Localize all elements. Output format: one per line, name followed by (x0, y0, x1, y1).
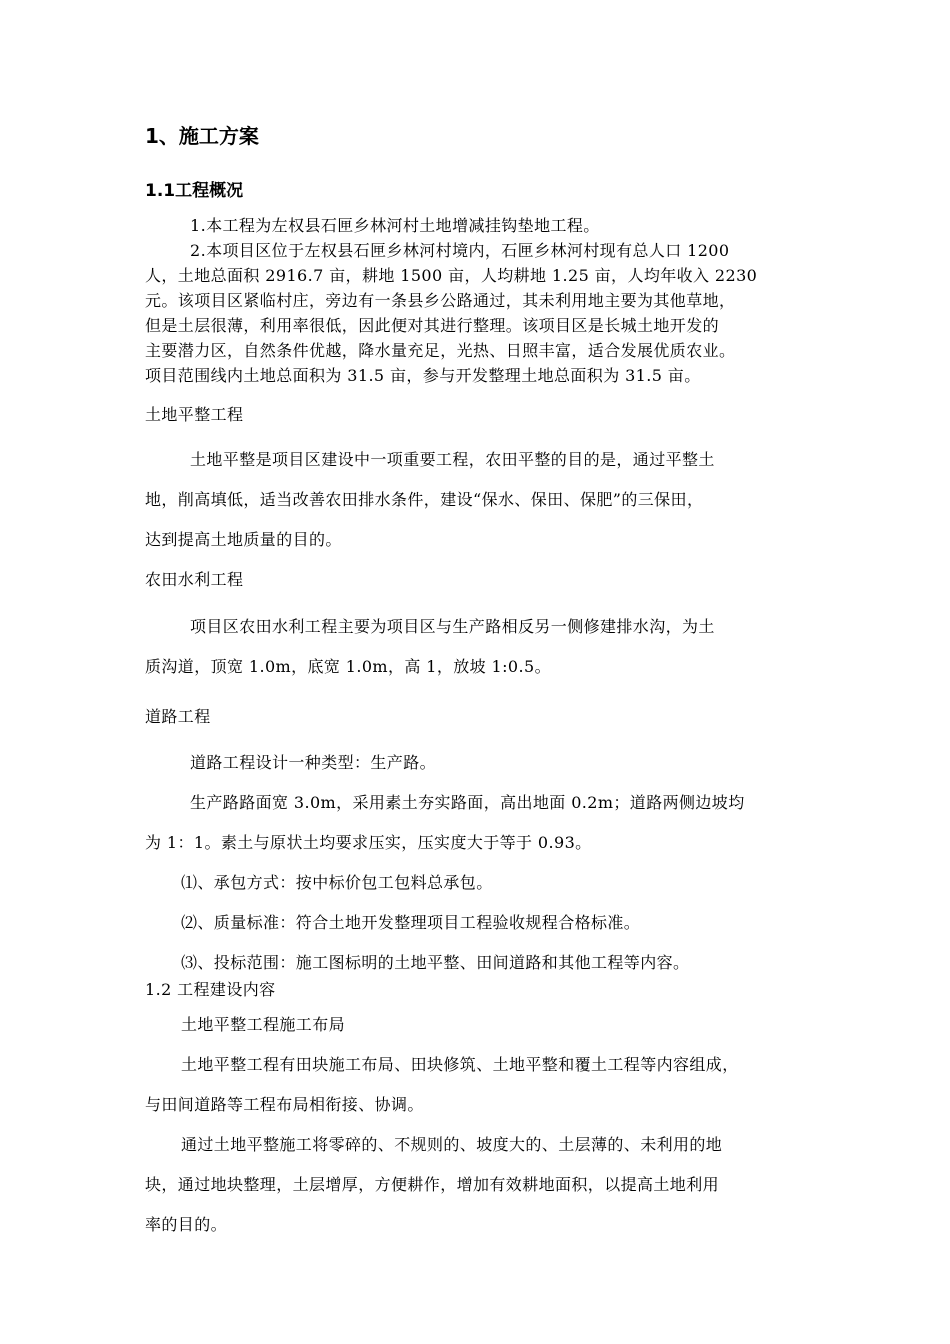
land-leveling-line: 达到提高土地质量的目的。 (145, 530, 342, 549)
overview-line: 主要潜力区，自然条件优越，降水量充足，光热、日照丰富，适合发展优质农业。 (145, 341, 736, 360)
road-line: ⑵、质量标准：符合土地开发整理项目工程验收规程合格标准。 (181, 913, 641, 932)
road-title: 道路工程 (145, 707, 211, 726)
construction-subtitle: 土地平整工程施工布局 (181, 1015, 346, 1034)
road-line: 道路工程设计一种类型：生产路。 (190, 753, 437, 772)
land-leveling-line: 地，削高填低，适当改善农田排水条件，建设“保水、保田、保肥”的三保田， (145, 490, 704, 509)
irrigation-paragraph (145, 607, 810, 687)
overview-line: 人，土地总面积 2916.7 亩，耕地 1500 亩，人均耕地 1.25 亩，人均年收入 2230 (145, 266, 758, 285)
construction-line: 与田间道路等工程布局相衔接、协调。 (145, 1095, 424, 1114)
road-line: 生产路路面宽 3.0m，采用素土夯实路面，高出地面 0.2m；道路两侧边坡均 (190, 793, 745, 812)
road-line: 为 1：1。素土与原状土均要求压实，压实度大于等于 0.93。 (145, 833, 592, 852)
road-line: ⑴、承包方式：按中标价包工包料总承包。 (181, 873, 493, 892)
construction-line: 通过土地平整施工将零碎的、不规则的、坡度大的、土层薄的、未利用的地 (181, 1135, 723, 1154)
overview-line: 1.本工程为左权县石匣乡林河村土地增减挂钩垫地工程。 (190, 216, 600, 235)
construction-line: 土地平整工程有田块施工布局、田块修筑、土地平整和覆土工程等内容组成， (181, 1055, 739, 1074)
subsection-heading: 1.1工程概况 (145, 181, 244, 201)
irrigation-line: 质沟道，顶宽 1.0m，底宽 1.0m，高 1，放坡 1:0.5。 (145, 657, 551, 676)
overview-line: 2.本项目区位于左权县石匣乡林河村境内，石匣乡林河村现有总人口 1200 (190, 241, 730, 260)
overview-line: 但是土层很薄，利用率很低，因此便对其进行整理。该项目区是长城土地开发的 (145, 316, 720, 335)
road-paragraph (145, 743, 810, 983)
construction-content-paragraph (145, 1005, 810, 1245)
section-heading: 1、施工方案 (145, 124, 259, 148)
land-leveling-paragraph (145, 440, 810, 560)
construction-line: 块，通过地块整理，土层增厚，方便耕作，增加有效耕地面积，以提高土地利用 (145, 1175, 720, 1194)
overview-line: 项目范围线内土地总面积为 31.5 亩，参与开发整理土地总面积为 31.5 亩。 (145, 366, 701, 385)
irrigation-title: 农田水利工程 (145, 570, 244, 589)
road-line: ⑶、投标范围：施工图标明的土地平整、田间道路和其他工程等内容。 (181, 953, 690, 972)
overview-paragraph (145, 213, 810, 388)
overview-line: 元。该项目区紧临村庄，旁边有一条县乡公路通过，其未利用地主要为其他草地， (145, 291, 736, 310)
irrigation-line: 项目区农田水利工程主要为项目区与生产路相反另一侧修建排水沟，为土 (190, 617, 715, 636)
land-leveling-title: 土地平整工程 (145, 405, 244, 424)
construction-content-title: 1.2 工程建设内容 (145, 980, 276, 999)
construction-line: 率的目的。 (145, 1215, 228, 1234)
land-leveling-line: 土地平整是项目区建设中一项重要工程，农田平整的目的是，通过平整土 (190, 450, 715, 469)
